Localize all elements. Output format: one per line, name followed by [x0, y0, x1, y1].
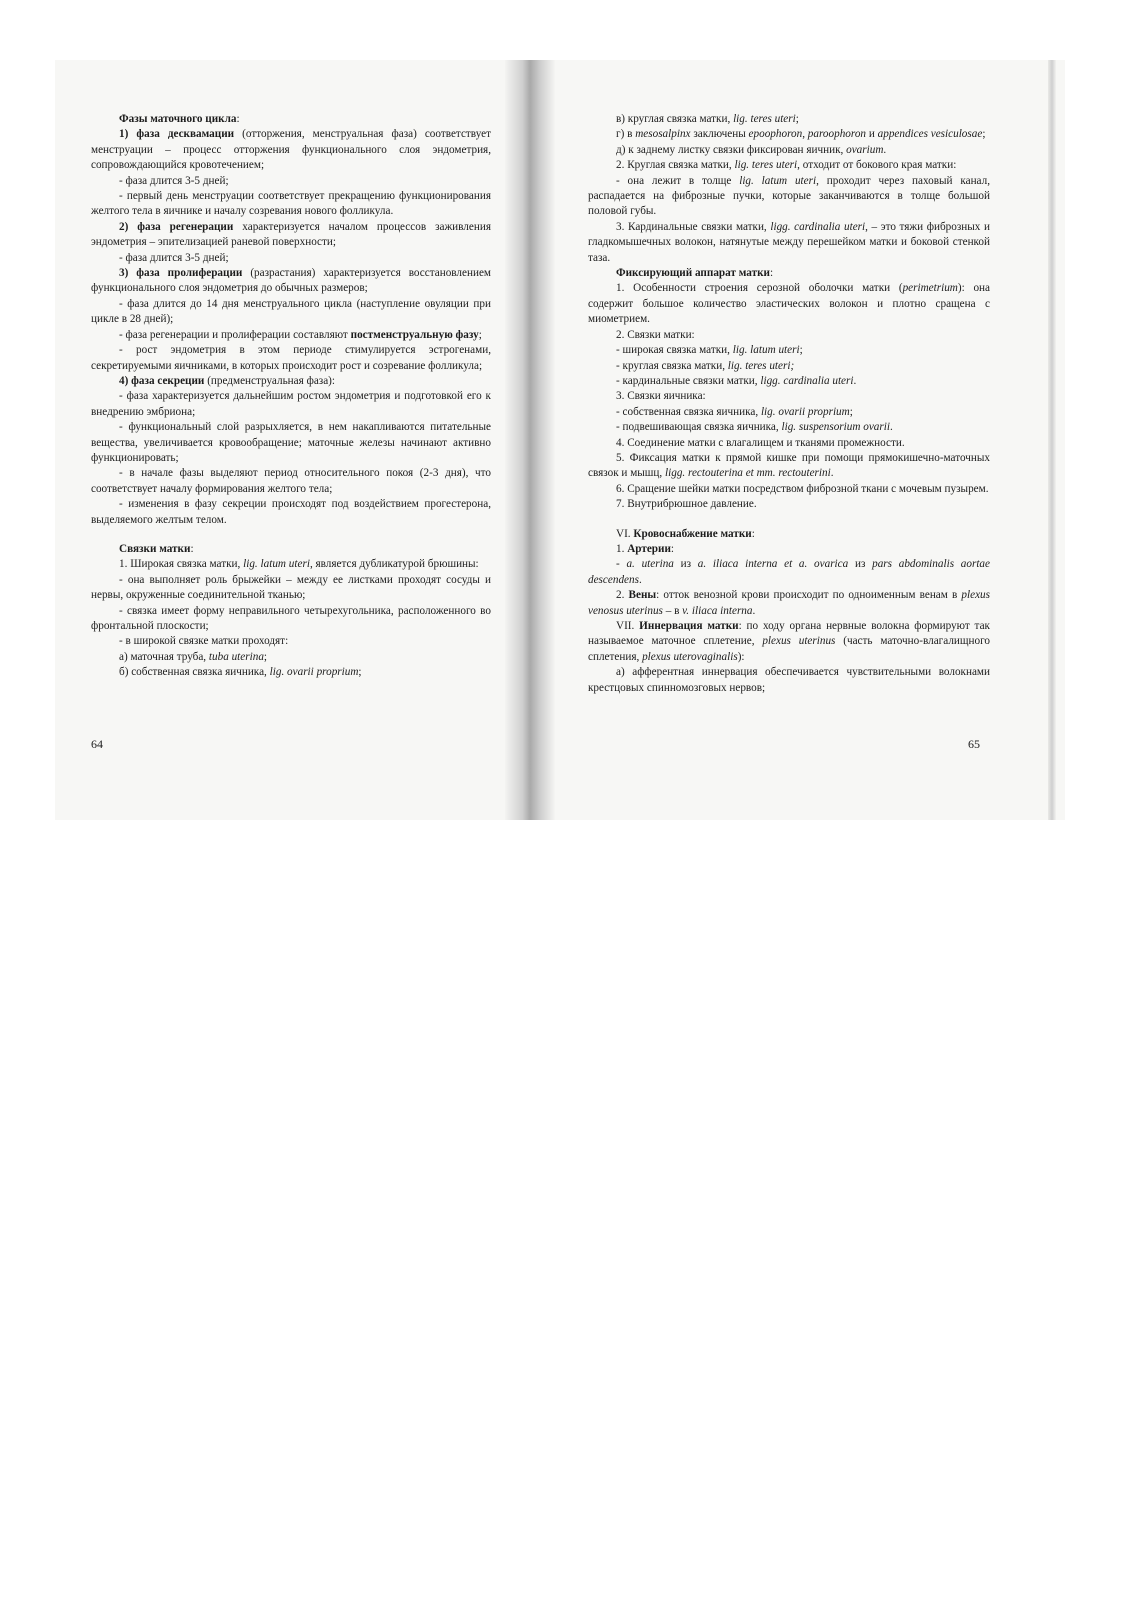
text-run: (отторжения, менструальная фаза) соответствует менструации – процесс отторжения функционального слоя эндометрия, сопровождающийся кровотечением;: [91, 128, 492, 172]
text-run: - фаза длится 3-5 дней;: [119, 251, 229, 264]
text-run: v. iliaca interna: [682, 604, 753, 617]
text-run: plexus uterovaginalis: [642, 650, 738, 663]
text-run: 3. Связки яичника:: [616, 390, 706, 403]
text-run: - функциональный слой разрыхляется, в нем накапливаются питательные вещества, увеличивается кровообращение; маточные железы начинают активно функционировать;: [91, 421, 491, 464]
text-run: Иннервация матки: [639, 620, 739, 632]
text-run: - связка имеет форму неправильного четырехугольника, расположенного во фронтальной плоскости;: [91, 604, 491, 632]
text-paragraph: [588, 619, 990, 665]
text-paragraph: [91, 604, 491, 635]
paragraph-gap: [91, 528, 491, 542]
text-run: lig. ovarii proprium: [269, 666, 359, 679]
text-paragraph: [588, 665, 990, 696]
text-run: (часть маточно-влагалищного сплетения,: [588, 635, 990, 663]
text-run: ;: [263, 650, 268, 663]
text-run: 2.: [616, 589, 629, 602]
text-run: .: [752, 604, 756, 617]
text-paragraph: [588, 557, 990, 588]
text-run: lig. latum uteri: [732, 344, 800, 357]
text-paragraph: [588, 420, 990, 435]
text-paragraph: [91, 297, 491, 328]
text-run: ;: [795, 113, 799, 125]
text-run: - фаза регенерации и пролиферации составляют: [119, 328, 351, 341]
text-paragraph: [91, 420, 491, 466]
text-run: lig. suspensorium ovarii: [781, 421, 890, 434]
text-paragraph: [588, 588, 990, 619]
text-paragraph: [91, 189, 491, 220]
text-run: mesosalpinx: [635, 128, 691, 141]
text-run: - в начале фазы выделяют период относительного покоя (2-3 дня), что соответствует началу формирования желтого тела;: [91, 467, 491, 495]
text-run: - рост эндометрия в этом периоде стимулируется эстрогенами, секретируемыми яичниками, в которых происходит рост и созревание фолликула;: [91, 344, 491, 372]
text-run: .: [853, 374, 857, 387]
text-run: ):: [737, 650, 745, 663]
text-paragraph: [91, 266, 491, 297]
text-run: ;: [982, 128, 986, 141]
text-paragraph: [91, 497, 491, 528]
text-run: , – это тяжи фиброзных и гладкомышечных волокон, натянутые между перешейком матки и боковой стенкой таза.: [588, 220, 990, 264]
paragraph-gap: [588, 513, 990, 527]
text-paragraph: [91, 542, 491, 557]
text-paragraph: [588, 343, 990, 358]
text-paragraph: [588, 174, 990, 220]
text-paragraph: [91, 127, 491, 173]
text-run: plexus uterinus: [762, 635, 836, 648]
text-run: : отток венозной крови происходит по одноименным венам в: [656, 589, 962, 602]
text-run: г) в: [616, 128, 636, 141]
text-run: а) маточная труба,: [119, 650, 209, 663]
text-paragraph: [91, 389, 491, 420]
text-run: - кардинальные связки матки,: [616, 374, 761, 387]
text-run: из: [673, 558, 698, 571]
text-paragraph: [91, 328, 491, 343]
text-paragraph: [91, 573, 491, 604]
text-run: ligg. cardinalia uteri: [760, 374, 854, 387]
text-run: а) афферентная иннервация обеспечивается чувствительными волокнами крестцовых спинномозговых нервов;: [588, 666, 990, 694]
text-run: 1. Широкая связка матки,: [119, 558, 244, 571]
page-number-left: 64: [91, 737, 103, 751]
text-run: 7. Внутрибрюшное давление.: [616, 498, 757, 511]
text-run: :: [670, 542, 675, 555]
page-number-right: 65: [968, 737, 980, 751]
text-run: ): она содержит большое количество эластических волокон и плотно сращена с миометрием.: [588, 282, 990, 326]
text-run: : по ходу органа нервные волокна формируют так называемое маточное сплетение,: [588, 620, 990, 648]
text-run: постменструальную фазу: [350, 328, 479, 341]
text-run: :: [236, 113, 240, 125]
text-paragraph: [91, 634, 491, 649]
book-gutter: [505, 60, 555, 820]
text-paragraph: [588, 127, 990, 142]
text-run: .: [883, 143, 887, 156]
text-run: 2. Связки матки:: [616, 328, 695, 341]
text-run: 1) фаза десквамации: [119, 128, 235, 141]
text-run: .: [889, 421, 893, 434]
text-paragraph: [588, 220, 990, 266]
text-paragraph: [588, 527, 990, 542]
text-paragraph: [91, 557, 491, 572]
text-run: ;: [799, 344, 803, 357]
text-run: 5. Фиксация матки к прямой кишке при помощи прямокишечно-маточных связок и мышц,: [588, 451, 990, 480]
text-run: , отходит от бокового края матки:: [797, 159, 957, 172]
text-run: - она выполняет роль брыжейки – между ее листками проходят сосуды и нервы, окруженные соединительной тканью;: [91, 573, 491, 602]
text-paragraph: [588, 359, 990, 374]
right-page-text: [588, 112, 990, 696]
text-run: Фазы маточного цикла: [119, 113, 237, 125]
text-run: - фаза характеризуется дальнейшим ростом эндометрия и подготовкой его к внедрению эмбриона;: [91, 390, 491, 418]
text-run: в) круглая связка матки,: [616, 113, 734, 125]
text-run: perimetrium: [902, 282, 958, 295]
text-run: Артерии: [627, 542, 671, 555]
text-run: - изменения в фазу секреции происходят под воздействием прогестерона, выделяемого желтым телом.: [91, 498, 491, 526]
text-run: - в широкой связке матки проходят:: [119, 635, 289, 648]
text-run: VI.: [616, 527, 634, 540]
text-run: 4. Соединение матки с влагалищем и тканями промежности.: [616, 436, 905, 449]
text-paragraph: [91, 466, 491, 497]
text-run: , проходит через паховый канал, распадается на фиброзные пучки, которые заканчиваются в толще большой половой губы.: [588, 174, 990, 218]
text-run: - собственная связка яичника,: [616, 405, 761, 418]
text-paragraph: [91, 112, 491, 127]
text-run: VII.: [616, 620, 640, 632]
text-run: 2. Круглая связка матки,: [616, 159, 735, 172]
text-paragraph: [91, 650, 491, 665]
text-run: - a. uterina: [616, 558, 674, 571]
text-run: :: [769, 267, 774, 280]
text-run: 2) фаза регенерации: [119, 220, 234, 233]
text-run: - фаза длится до 14 дня менструального цикла (наступление овуляции при цикле в 28 дней);: [91, 297, 491, 326]
text-run: pars abdominalis aortae descendens: [588, 558, 990, 586]
text-run: – в: [662, 604, 683, 617]
text-run: 3. Кардинальные связки матки,: [616, 220, 771, 233]
text-run: Вены: [628, 589, 657, 602]
text-run: - подвешивающая связка яичника,: [616, 421, 782, 434]
text-run: appendices vesiculosae: [877, 128, 983, 141]
text-run: lig. latum uteri: [739, 174, 817, 187]
text-run: ligg. cardinalia uteri: [770, 220, 866, 233]
text-paragraph: [588, 328, 990, 343]
text-paragraph: [588, 158, 990, 173]
text-run: lig. teres uteri;: [727, 359, 795, 372]
text-run: - первый день менструации соответствует прекращению функционирования желтого тела в яичнике и началу созревания нового фолликула.: [91, 190, 491, 218]
text-run: lig. teres uteri: [734, 159, 798, 172]
text-run: lig. latum uteri: [243, 558, 310, 571]
text-paragraph: [588, 542, 990, 557]
text-run: .: [830, 467, 834, 480]
text-paragraph: [91, 220, 491, 251]
text-run: ,: [802, 128, 808, 141]
text-paragraph: [588, 389, 990, 404]
text-run: 4) фаза секреции: [119, 374, 205, 387]
text-run: 1.: [616, 542, 628, 555]
text-run: и: [866, 128, 878, 141]
text-run: - широкая связка матки,: [616, 344, 733, 357]
text-run: 6. Сращение шейки матки посредством фиброзной ткани с мочевым пузырем.: [616, 482, 989, 495]
text-run: tuba uterina: [208, 650, 264, 663]
text-run: - круглая связка матки,: [616, 359, 728, 372]
text-run: (предменструальная фаза):: [204, 374, 335, 387]
text-paragraph: [91, 174, 491, 189]
left-page-text: [91, 112, 491, 681]
text-run: lig. ovarii proprium: [760, 405, 850, 418]
text-run: .: [638, 573, 642, 586]
text-run: ;: [358, 666, 362, 679]
text-run: б) собственная связка яичника,: [119, 666, 270, 679]
text-run: :: [190, 542, 194, 555]
text-paragraph: [91, 251, 491, 266]
text-run: a. iliaca interna et a. ovarica: [697, 558, 849, 571]
text-run: ;: [478, 328, 482, 341]
page-edge: [1048, 60, 1056, 820]
text-run: :: [751, 527, 755, 540]
text-run: Кровоснабжение матки: [633, 527, 752, 540]
text-paragraph: [588, 451, 990, 482]
text-run: 3) фаза пролиферации: [119, 267, 243, 280]
text-run: epoophoron: [748, 128, 803, 141]
text-paragraph: [588, 482, 990, 497]
text-run: д) к заднему листку связки фиксирован яичник,: [616, 143, 847, 156]
text-run: - она лежит в толще: [616, 174, 740, 187]
text-paragraph: [588, 112, 990, 127]
text-run: 1. Особенности строения серозной оболочки матки (: [616, 282, 903, 295]
text-run: характеризуется началом процессов заживления эндометрия – эпителизацией раневой поверхности;: [91, 220, 491, 249]
text-paragraph: [588, 405, 990, 420]
text-run: ovarium: [846, 143, 884, 156]
text-paragraph: [588, 497, 990, 512]
text-run: - фаза длится 3-5 дней;: [119, 174, 229, 187]
text-run: plexus venosus uterinus: [588, 589, 990, 617]
text-paragraph: [588, 436, 990, 451]
text-paragraph: [91, 374, 491, 389]
text-paragraph: [588, 281, 990, 327]
text-run: ligg. rectouterina et mm. rectouterini: [665, 467, 831, 480]
text-run: paroophoron: [807, 128, 867, 141]
text-paragraph: [588, 374, 990, 389]
text-run: Связки матки: [119, 542, 191, 555]
text-run: lig. teres uteri: [733, 113, 796, 125]
text-paragraph: [588, 266, 990, 281]
text-run: (разрастания) характеризуется восстановлением функционального слоя эндометрия до обычных размеров;: [91, 267, 491, 295]
text-run: , является дубликатурой брюшины:: [309, 558, 479, 571]
text-run: из: [848, 558, 873, 571]
text-paragraph: [91, 343, 491, 374]
text-run: заключены: [690, 128, 749, 141]
text-run: ;: [849, 405, 853, 418]
text-run: Фиксирующий аппарат матки: [616, 267, 770, 280]
text-paragraph: [91, 665, 491, 680]
text-paragraph: [588, 143, 990, 158]
